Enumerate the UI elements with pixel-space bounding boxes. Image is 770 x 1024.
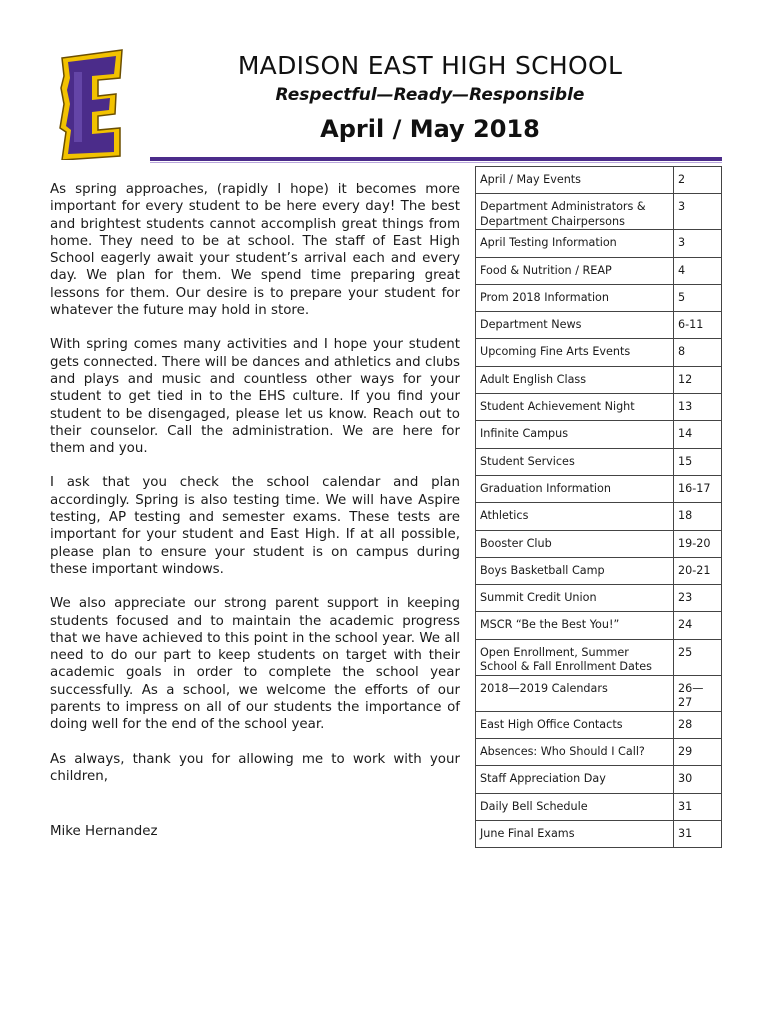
- toc-title: Staff Appreciation Day: [476, 766, 674, 793]
- toc-title: Adult English Class: [476, 366, 674, 393]
- toc-page: 12: [674, 366, 722, 393]
- school-name: MADISON EAST HIGH SCHOOL: [237, 51, 623, 80]
- toc-title: June Final Exams: [476, 820, 674, 847]
- toc-row: [476, 612, 722, 639]
- toc-page: 3: [674, 194, 722, 230]
- toc-title: MSCR “Be the Best You!”: [476, 612, 674, 639]
- toc-title: Athletics: [476, 503, 674, 530]
- toc-title: Booster Club: [476, 530, 674, 557]
- toc-row: [476, 167, 722, 194]
- toc-title: Department News: [476, 312, 674, 339]
- toc-title: Open Enrollment, Summer School & Fall Enrollment Dates: [476, 639, 674, 675]
- masthead: [180, 50, 680, 144]
- toc-page: 4: [674, 257, 722, 284]
- toc-row: [476, 766, 722, 793]
- toc-title: April / May Events: [476, 167, 674, 194]
- toc-row: [476, 394, 722, 421]
- toc-title: East High Office Contacts: [476, 711, 674, 738]
- toc-page: 29: [674, 739, 722, 766]
- header-divider-light: [150, 162, 722, 163]
- toc-page: 28: [674, 711, 722, 738]
- toc-page: 18: [674, 503, 722, 530]
- toc-row: [476, 421, 722, 448]
- toc-title: Prom 2018 Information: [476, 284, 674, 311]
- toc-title: Food & Nutrition / REAP: [476, 257, 674, 284]
- toc-page: 14: [674, 421, 722, 448]
- toc-page: 23: [674, 585, 722, 612]
- toc-row: [476, 557, 722, 584]
- header-divider: [150, 157, 722, 161]
- toc-row: [476, 448, 722, 475]
- toc-row: [476, 820, 722, 847]
- toc-page: 25: [674, 639, 722, 675]
- toc-row: [476, 230, 722, 257]
- toc-row: [476, 585, 722, 612]
- toc-page: 30: [674, 766, 722, 793]
- toc-page: 2: [674, 167, 722, 194]
- toc-page: 5: [674, 284, 722, 311]
- letter-paragraph: I ask that you check the school calendar and plan accordingly. Spring is also testing time. We will have Aspire testing, AP testing and semester exams. These tests are important for your student and East High. If at all possible, please plan to ensure your student is on campus during these important windows.: [50, 475, 460, 577]
- letter-paragraph: With spring comes many activities and I hope your student gets connected. There will be dances and athletics and clubs and plays and music and countless other ways for your student to get tied in to the EHS culture. If you find your student to be disengaged, please let us know. Reach out to their counselor. Call the administration. We are here for them and you.: [50, 337, 460, 457]
- letter-signature: Mike Hernandez: [50, 824, 158, 840]
- table-of-contents: [475, 166, 722, 848]
- toc-row: [476, 366, 722, 393]
- toc-row: [476, 194, 722, 230]
- toc-row: [476, 711, 722, 738]
- toc-row: [476, 739, 722, 766]
- toc-row: [476, 312, 722, 339]
- toc-row: [476, 530, 722, 557]
- toc-page: 31: [674, 793, 722, 820]
- toc-title: Summit Credit Union: [476, 585, 674, 612]
- toc-page: 19-20: [674, 530, 722, 557]
- toc-page: 8: [674, 339, 722, 366]
- toc-title: Upcoming Fine Arts Events: [476, 339, 674, 366]
- toc-page: 31: [674, 820, 722, 847]
- toc-row: [476, 257, 722, 284]
- issue-date: April / May 2018: [320, 115, 540, 143]
- toc-row: [476, 793, 722, 820]
- toc-page: 13: [674, 394, 722, 421]
- letter-paragraph: We also appreciate our strong parent support in keeping students focused and to maintain the academic progress that we have achieved to this point in the school year. We all need to do our part to keep students on target with their academic goals in order to complete the school year successfully. As a school, we welcome the efforts of our parents to impress on all of our students the importance of doing well for the end of the school year.: [50, 596, 460, 733]
- toc-title: Boys Basketball Camp: [476, 557, 674, 584]
- toc-page: 6-11: [674, 312, 722, 339]
- toc-page: 3: [674, 230, 722, 257]
- toc-title: April Testing Information: [476, 230, 674, 257]
- toc-row: [476, 475, 722, 502]
- school-motto: Respectful—Ready—Responsible: [275, 85, 585, 105]
- toc-page: 16-17: [674, 475, 722, 502]
- toc-page: 20-21: [674, 557, 722, 584]
- toc-title: Infinite Campus: [476, 421, 674, 448]
- toc-row: [476, 675, 722, 711]
- toc-row: [476, 284, 722, 311]
- toc-row: [476, 339, 722, 366]
- letter-paragraph: As always, thank you for allowing me to work with your children,: [50, 751, 460, 784]
- toc-page: 24: [674, 612, 722, 639]
- toc-title: Student Achievement Night: [476, 394, 674, 421]
- toc-page: 26—27: [674, 675, 722, 711]
- toc-row: [476, 639, 722, 675]
- letter-paragraph: As spring approaches, (rapidly I hope) it becomes more important for every student to be here every day! The best and brightest students cannot accomplish great things from home. They need to be at school. The staff of East High School eagerly await your student’s arrival each and every day. We plan for them. We spend time preparing great lessons for them. Our desire is to prepare your student for whatever the future may hold in store.: [50, 182, 460, 319]
- toc-title: Daily Bell Schedule: [476, 793, 674, 820]
- toc-title: Graduation Information: [476, 475, 674, 502]
- toc-title: Student Services: [476, 448, 674, 475]
- toc-title: Absences: Who Should I Call?: [476, 739, 674, 766]
- toc-title: 2018—2019 Calendars: [476, 675, 674, 711]
- toc-row: [476, 503, 722, 530]
- toc-title: Department Administrators & Department Chairpersons: [476, 194, 674, 230]
- principal-letter: [50, 181, 460, 858]
- school-logo: [58, 48, 126, 160]
- toc-page: 15: [674, 448, 722, 475]
